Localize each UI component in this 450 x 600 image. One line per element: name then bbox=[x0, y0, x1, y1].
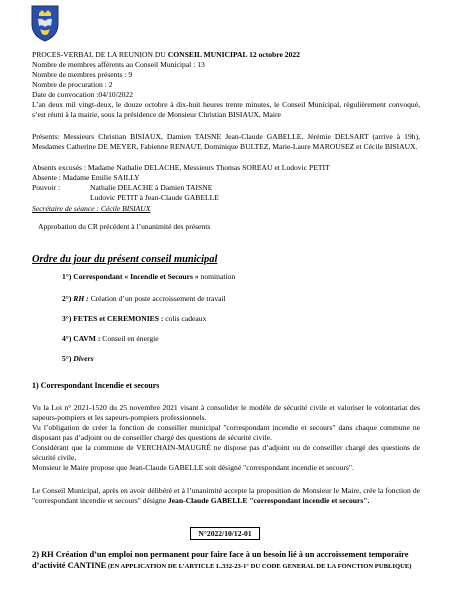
section-2-heading: 2) RH Création d’un emploi non permanent pour faire face à un besoin lié à un accroissement temporaire d’activité CANTINE bbox=[32, 550, 409, 570]
section-1-decision bbox=[32, 486, 420, 505]
decision-designee: Jean-Claude GABELLE "correspondant incendie et secours". bbox=[165, 495, 370, 505]
section-1-paragraph: Vu la Loi n° 2021-1520 du 25 novembre 2021 visant à consolider le modèle de sécurité civile et valoriser le volontariat des sapeurs-pompiers et les sapeurs-pompiers professionnels. bbox=[32, 403, 420, 422]
agenda-item-number: 1°) bbox=[62, 272, 72, 281]
agenda-item-detail: nomination bbox=[198, 272, 236, 281]
coat-of-arms-icon bbox=[30, 4, 60, 42]
agenda-item-title: Correspondant « Incendie et Secours » bbox=[73, 272, 199, 281]
section-1-paragraph: Considérant que la commune de VERCHAIN-MAUGRÉ ne dispose pas d’adjoint ou de conseiller chargé des questions de sécurité civile, bbox=[32, 443, 420, 462]
agenda-item bbox=[62, 354, 94, 363]
agenda-item bbox=[62, 294, 226, 303]
section-2-title bbox=[32, 549, 420, 572]
agenda-item-number: 5°) bbox=[62, 354, 72, 363]
ordre-du-jour-title: Ordre du jour du présent conseil municipal bbox=[32, 254, 218, 265]
section-1-title: 1) Correspondant Incendie et secours bbox=[32, 381, 160, 390]
agenda-item-number: 3°) bbox=[62, 314, 72, 323]
agenda-item-title: CAVM : bbox=[73, 334, 101, 343]
agenda-item-title: FETES et CEREMONIES : bbox=[73, 314, 164, 323]
agenda-item bbox=[62, 334, 159, 343]
section-2-legal-reference: (EN APPLICATION DE L’ARTICLE L.332-23-1° DU CODE GENERAL DE LA FONCTION PUBLIQUE) bbox=[106, 563, 412, 570]
pouvoir-label: Pouvoir : bbox=[32, 183, 61, 192]
agenda-item bbox=[62, 314, 206, 323]
presents-paragraph: Présents: Messieurs Christian BISIAUX, Damien TAISNE Jean-Claude GABELLE, Jérémie DELSART (arrive à 19h), Mesdames Catherine DE MEYER, Fabienne RENAUT, Dominique BULTEZ, Marie-Laure MAROUSEZ et Cécile BISIAUX. bbox=[32, 132, 420, 151]
members-procurations: Nombre de procuration : 2 bbox=[32, 80, 113, 89]
convocation-date: Date de convocation :04/10/2022 bbox=[32, 90, 134, 99]
absents-excuses: Absents excusés : Madame Nathalie DELACHE, Messieurs Thomas SOREAU et Ludovic PETIT bbox=[32, 163, 330, 172]
agenda-item-detail: Conseil en énergie bbox=[100, 334, 159, 343]
section-1-paragraph: Vu l’obligation de créer la fonction de conseiller municipal "correspondant incendie et secours" dans chaque commune ne disposant pas d’adjoint ou de conseiller chargé des questions de sécurité civile. bbox=[32, 423, 420, 442]
agenda-item-title: RH : bbox=[73, 294, 89, 303]
absente-line: Absente : Madame Emilie SAILLY bbox=[32, 173, 140, 182]
agenda-item bbox=[62, 272, 235, 281]
members-presents: Nombre de membres présents : 9 bbox=[32, 70, 133, 79]
members-afferents: Nombre de membres afférents au Conseil Municipal : 13 bbox=[32, 60, 205, 69]
deliberation-number: N°2022/10/12-01 bbox=[190, 527, 260, 540]
pouvoir-item-1: Nathalie DELACHE à Damien TAISNE bbox=[90, 183, 213, 192]
intro-paragraph: L’an deux mil vingt-deux, le douze octobre à dix-huit heures trente minutes, le Conseil Municipal, régulièrement convoqué, s’est réuni à la mairie, sous la présidence de Monsieur Christian BISIAUX, Maire bbox=[32, 100, 420, 119]
agenda-item-detail: Création d’un poste accroissement de travail bbox=[88, 294, 226, 303]
agenda-item-title: Divers bbox=[73, 354, 94, 363]
agenda-item-detail: colis cadeaux bbox=[163, 314, 207, 323]
section-1-paragraph: Monsieur le Maire propose que Jean-Claude GABELLE soit désigné "correspondant incendie et secours". bbox=[32, 463, 354, 472]
document-title: PROCES-VERBAL DE LA REUNION DU CONSEIL MUNICIPAL 12 octobre 2022 bbox=[32, 50, 300, 59]
approbation-line: Approbation du CR précédent à l’unanimité des présents bbox=[38, 222, 211, 231]
decision-text: Le Conseil Municipal, après en avoir délibéré et à l’unanimité accepte la proposition de Monsieur le Maire, crée la fonction de "correspondant incendie et secours" désigne bbox=[32, 486, 420, 505]
agenda-item-number: 2°) bbox=[62, 294, 72, 303]
pouvoir-item-2: Ludovic PETIT à Jean-Claude GABELLE bbox=[90, 193, 219, 202]
agenda-item-number: 4°) bbox=[62, 334, 72, 343]
secretaire-seance: Secrétaire de séance : Cécile BISIAUX bbox=[32, 204, 151, 213]
